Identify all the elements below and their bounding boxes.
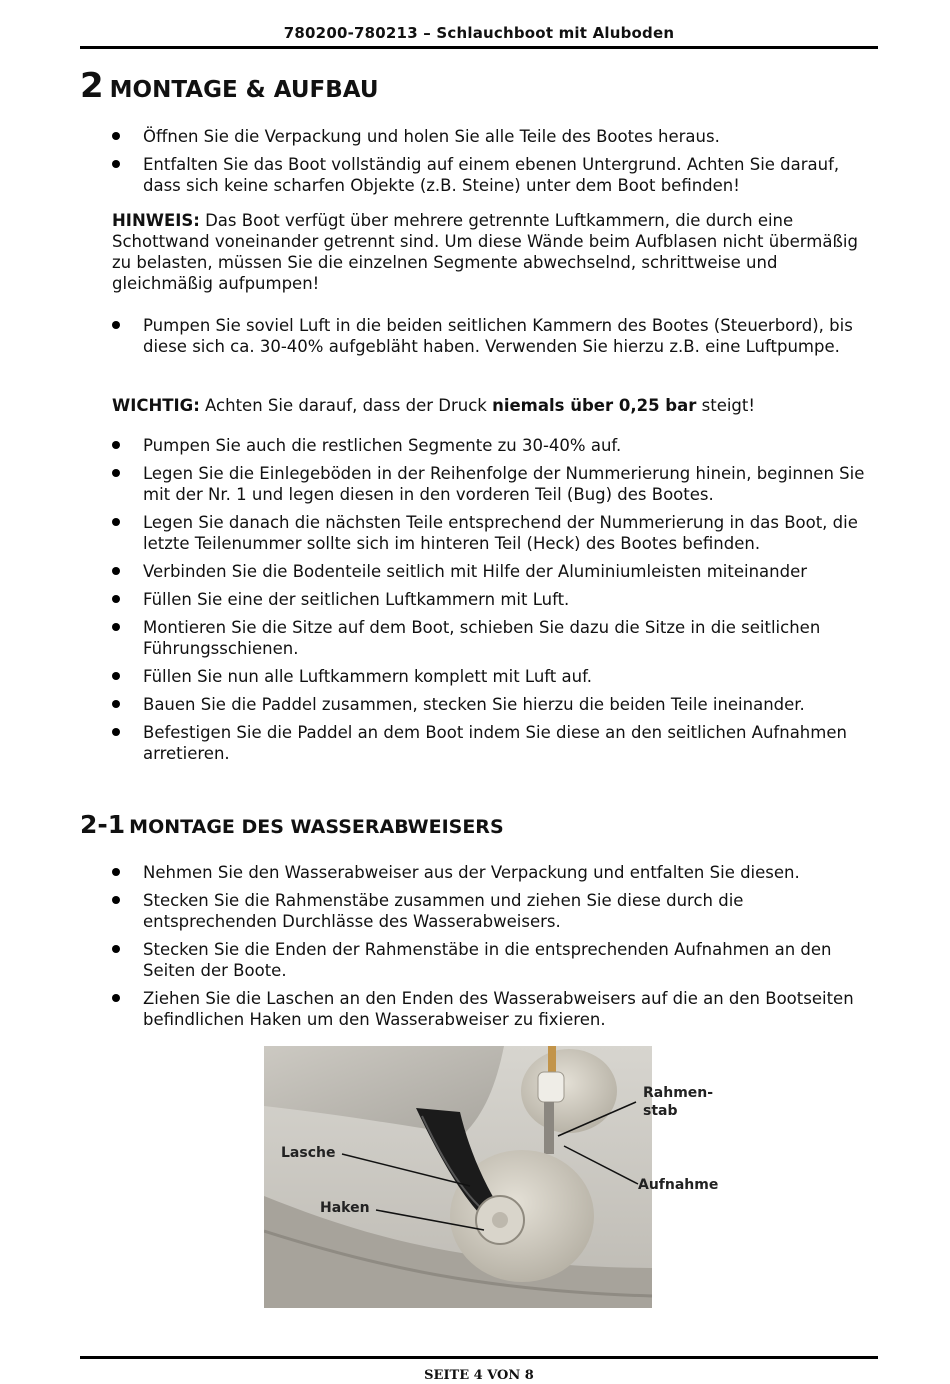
list-item-text: Nehmen Sie den Wasserabweiser aus der Verpackung und entfalten Sie diesen. <box>143 863 800 882</box>
list-item <box>112 126 882 147</box>
bullet-icon <box>112 994 120 1002</box>
bullet-icon <box>112 321 120 329</box>
list-item-text: Füllen Sie nun alle Luftkammern komplett mit Luft auf. <box>143 667 592 686</box>
subsection-title: MONTAGE DES WASSERABWEISERS <box>129 816 504 838</box>
list-item-text: Ziehen Sie die Laschen an den Enden des Wasserabweisers auf die an den Bootseiten befindlichen Haken um den Wasserabweiser zu fixieren. <box>143 989 854 1029</box>
header-rule <box>80 46 878 49</box>
list-item-text: Montieren Sie die Sitze auf dem Boot, schieben Sie dazu die Sitze in die seitlichen Führungsschienen. <box>143 618 821 658</box>
rod-end-cap <box>538 1072 564 1102</box>
section-heading-montage <box>80 66 379 106</box>
section-heading-wasserabweiser <box>80 810 504 839</box>
section-title: MONTAGE & AUFBAU <box>109 77 379 103</box>
list-item <box>112 988 882 1030</box>
wichtig-label: WICHTIG: <box>112 396 200 415</box>
hinweis-label: HINWEIS: <box>112 211 200 230</box>
list-item-text: Pumpen Sie soviel Luft in die beiden seitlichen Kammern des Bootes (Steuerbord), bis diese sich ca. 30-40% aufgebläht haben. Verwenden Sie hierzu z.B. eine Luftpumpe. <box>143 316 853 356</box>
bullet-icon <box>112 700 120 708</box>
list-item-text: Legen Sie danach die nächsten Teile entsprechend der Nummerierung in das Boot, die letzte Teilenummer sollte sich im hinteren Teil (Heck) des Bootes befinden. <box>143 513 858 553</box>
list-item <box>112 589 882 610</box>
subsection-number: 2-1 <box>80 810 126 839</box>
list-item-text: Entfalten Sie das Boot vollständig auf einem ebenen Untergrund. Achten Sie darauf, dass sich keine scharfen Objekte (z.B. Steine) unter dem Boot befinden! <box>143 155 840 195</box>
list-item <box>112 722 882 764</box>
bullet-list <box>112 126 882 196</box>
bullet-icon <box>112 567 120 575</box>
list-item <box>112 617 882 659</box>
frame-rod <box>548 1046 556 1074</box>
list-item <box>112 315 882 357</box>
list-item <box>112 435 882 456</box>
assembly-photo <box>264 1046 652 1308</box>
wichtig-text: Achten Sie darauf, dass der Druck <box>199 396 493 415</box>
hook-center <box>492 1212 508 1228</box>
bullet-group-c <box>112 435 882 771</box>
bullet-icon <box>112 595 120 603</box>
list-item-text: Bauen Sie die Paddel zusammen, stecken Sie hierzu die beiden Teile ineinander. <box>143 695 805 714</box>
label-lasche: Lasche <box>281 1145 336 1161</box>
bullet-icon <box>112 672 120 680</box>
label-rahmen-line2: stab <box>643 1103 678 1119</box>
wichtig-emphasis: niemals über 0,25 bar <box>492 396 697 415</box>
list-item-text: Legen Sie die Einlegeböden in der Reihenfolge der Nummerierung hinein, beginnen Sie mit der Nr. 1 und legen diesen in den vorderen Teil (Bug) des Bootes. <box>143 464 865 504</box>
label-rahmen-line1: Rahmen- <box>643 1085 714 1101</box>
list-item <box>112 862 882 883</box>
bullet-list <box>112 435 882 764</box>
bullet-icon <box>112 441 120 449</box>
section-number: 2 <box>80 66 104 106</box>
upper-mount-disc <box>521 1049 617 1133</box>
rod-pin <box>544 1102 554 1154</box>
list-item-text: Stecken Sie die Enden der Rahmenstäbe in die entsprechenden Aufnahmen an den Seiten der Boote. <box>143 940 832 980</box>
bullet-icon <box>112 868 120 876</box>
list-item-text: Öffnen Sie die Verpackung und holen Sie alle Teile des Bootes heraus. <box>143 127 720 146</box>
bullet-list <box>112 862 882 1030</box>
hinweis-text: Das Boot verfügt über mehrere getrennte Luftkammern, die durch eine Schottwand voneinander getrennt sind. Um diese Wände beim Aufblasen nicht übermäßig zu belasten, müssen Sie die einzelnen Segmente abwechselnd, schrittweise und gleichmäßig aufpumpen! <box>112 211 858 293</box>
page-number: SEITE 4 VON 8 <box>424 1368 534 1383</box>
list-item <box>112 666 882 687</box>
list-item <box>112 154 882 196</box>
footer-rule <box>80 1356 878 1359</box>
list-item <box>112 512 882 554</box>
bullet-icon <box>112 160 120 168</box>
bullet-icon <box>112 518 120 526</box>
wichtig-note <box>112 395 882 416</box>
bullet-icon <box>112 132 120 140</box>
list-item <box>112 694 882 715</box>
bullet-icon <box>112 896 120 904</box>
document-header: 780200-780213 – Schlauchboot mit Aluboden <box>283 24 675 42</box>
bullet-icon <box>112 728 120 736</box>
bullet-icon <box>112 623 120 631</box>
bullet-list <box>112 315 882 357</box>
label-haken: Haken <box>320 1200 370 1216</box>
bullet-group-d <box>112 862 882 1037</box>
list-item-text: Füllen Sie eine der seitlichen Luftkammern mit Luft. <box>143 590 570 609</box>
list-item-text: Verbinden Sie die Bodenteile seitlich mit Hilfe der Aluminiumleisten miteinander <box>143 562 808 581</box>
list-item <box>112 561 882 582</box>
bullet-icon <box>112 945 120 953</box>
label-aufnahme: Aufnahme <box>638 1177 719 1193</box>
wichtig-text-end: steigt! <box>696 396 755 415</box>
list-item-text: Befestigen Sie die Paddel an dem Boot indem Sie diese an den seitlichen Aufnahmen arretieren. <box>143 723 847 763</box>
list-item <box>112 890 882 932</box>
bullet-group-b <box>112 315 882 364</box>
bullet-group-a <box>112 126 882 203</box>
bullet-icon <box>112 469 120 477</box>
list-item <box>112 939 882 981</box>
list-item <box>112 463 882 505</box>
list-item-text: Stecken Sie die Rahmenstäbe zusammen und ziehen Sie diese durch die entsprechenden Durchlässe des Wasserabweisers. <box>143 891 744 931</box>
list-item-text: Pumpen Sie auch die restlichen Segmente zu 30-40% auf. <box>143 436 622 455</box>
hinweis-note <box>112 210 882 294</box>
